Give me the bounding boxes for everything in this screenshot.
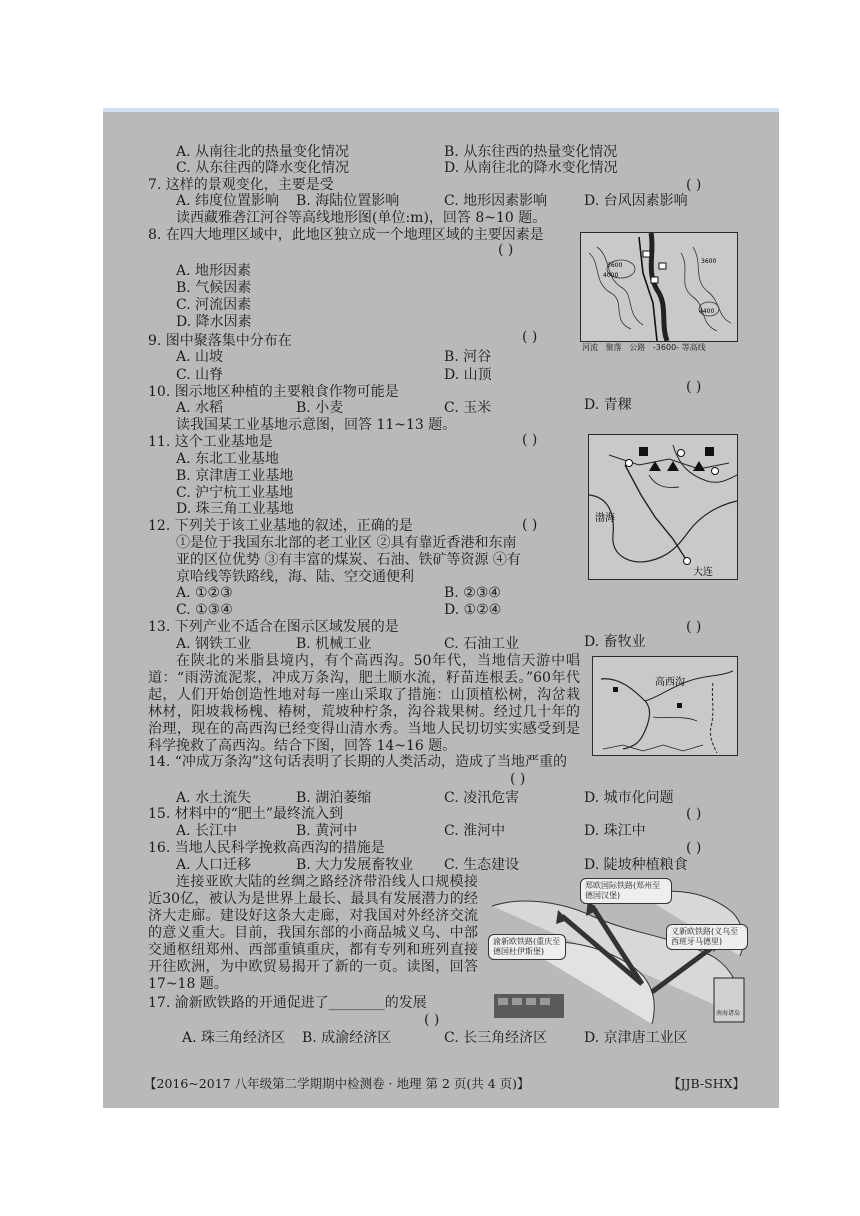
q14-option-d: D. 城市化问题 <box>584 790 674 806</box>
q15-stem: 15. 材料中的“肥土”最终流入到 <box>148 806 344 822</box>
footer-left: 【2016~2017 八年级第二学期期中检测卷 · 地理 第 2 页(共 4 页)】 <box>144 1076 530 1091</box>
q15-option-b: B. 黄河中 <box>296 823 358 839</box>
map-label-gaoxigou: 高西沟 <box>655 677 685 688</box>
q12-line-2: 亚的区位优势 ③有丰富的煤炭、石油、铁矿等资源 ④有 <box>176 552 521 568</box>
passage-17-18: 连接亚欧大陆的丝绸之路经济带沿线人口规模接近30亿，被认为是世界上最长、最具有发展潜力的经济大走廊。建设好这条大走廊，对我国对外经济交流的意义重大。目前，我国东部的小商品城义乌、中部交通枢纽郑州、西部重镇重庆，都有专列和班列直接开往欧洲，为中欧贸易揭开了新的一页。读图，回答 17~18 题。 <box>148 874 478 992</box>
q12-option-d: D. ①②④ <box>444 602 502 618</box>
q6-option-b: B. 从东往西的热量变化情况 <box>444 144 618 160</box>
q17-option-b: B. 成渝经济区 <box>302 1030 392 1046</box>
q7-option-c: C. 地形因素影响 <box>444 193 548 209</box>
intro-8-10: 读西藏雅砻江河谷等高线地形图(单位:m)，回答 8~10 题。 <box>176 210 547 226</box>
q16-answer-paren: ( ) <box>686 840 702 856</box>
railway-map <box>482 876 752 1032</box>
intro-11-13: 读我国某工业基地示意图，回答 11~13 题。 <box>176 417 457 433</box>
q17-stem: 17. 渝新欧铁路的开通促进了________的发展 <box>148 995 427 1011</box>
q9-option-d: D. 山顶 <box>444 367 492 383</box>
contour-label-3: 3600 <box>701 258 717 265</box>
q15-option-d: D. 珠江中 <box>584 823 646 839</box>
q7-option-d: D. 台风因素影响 <box>584 193 688 209</box>
contour-label-4: 4400 <box>699 308 715 315</box>
q9-stem: 9. 图中聚落集中分布在 <box>148 333 292 349</box>
q13-option-b: B. 机械工业 <box>296 636 372 652</box>
q12-option-a: A. ①②③ <box>176 585 233 601</box>
q8-option-b: B. 气候因素 <box>176 280 252 296</box>
q16-option-b: B. 大力发展畜牧业 <box>296 857 414 873</box>
q13-option-a: A. 钢铁工业 <box>176 636 252 652</box>
q11-option-a: A. 东北工业基地 <box>176 451 280 467</box>
q13-stem: 13. 下列产业不适合在图示区域发展的是 <box>148 619 399 635</box>
map-label-dalian: 大连 <box>693 567 713 578</box>
q14-answer-paren: ( ) <box>510 771 526 787</box>
q10-answer-paren: ( ) <box>686 379 702 395</box>
q10-option-d: D. 青稞 <box>584 397 632 413</box>
q10-option-b: B. 小麦 <box>296 400 344 416</box>
q8-stem: 8. 在四大地理区域中，此地区独立成一个地理区域的主要因素是 <box>148 227 544 243</box>
q9-answer-paren: ( ) <box>522 329 538 345</box>
q16-option-d: D. 陡坡种植粮食 <box>584 857 688 873</box>
contour-map-legend <box>582 343 706 353</box>
legend-contour: -3600- 等高线 <box>652 343 706 352</box>
q17-option-c: C. 长三角经济区 <box>444 1030 548 1046</box>
contour-label-2: 4000 <box>603 272 619 279</box>
q12-option-c: C. ①③④ <box>176 602 233 618</box>
label-zhengou-railway: 郑欧国际铁路(郑州至德国汉堡) <box>580 878 672 904</box>
q7-option-b: B. 海陆位置影响 <box>296 193 400 209</box>
legend-road: 公路 <box>629 343 646 352</box>
q7-answer-paren: ( ) <box>686 177 702 193</box>
footer-right: 【JJB-SHX】 <box>668 1076 746 1091</box>
q14-option-b: B. 湖泊萎缩 <box>296 790 372 806</box>
q14-option-c: C. 凌汛危害 <box>444 790 520 806</box>
q11-answer-paren: ( ) <box>522 432 538 448</box>
q7-option-a: A. 纬度位置影响 <box>176 193 280 209</box>
q9-option-c: C. 山脊 <box>176 367 224 383</box>
q17-option-d: D. 京津唐工业区 <box>584 1030 688 1046</box>
contour-map <box>580 232 738 342</box>
q11-option-c: C. 沪宁杭工业基地 <box>176 485 294 501</box>
q8-option-c: C. 河流因素 <box>176 297 252 313</box>
q12-line-1: ①是位于我国东北部的老工业区 ②具有靠近香港和东南 <box>176 535 517 551</box>
q8-option-a: A. 地形因素 <box>176 263 252 279</box>
q10-stem: 10. 图示地区种植的主要粮食作物可能是 <box>148 384 399 400</box>
q11-option-b: B. 京津唐工业基地 <box>176 468 294 484</box>
contour-label-1: 3600 <box>607 262 623 269</box>
q12-option-b: B. ②③④ <box>444 585 501 601</box>
q16-option-c: C. 生态建设 <box>444 857 520 873</box>
q16-stem: 16. 当地人民科学挽救高西沟的措施是 <box>148 840 385 856</box>
q7-stem: 7. 这样的景观变化，主要是受 <box>148 177 334 193</box>
gaoxigou-map <box>592 656 738 756</box>
label-yixinou-railway: 义新欧铁路(义乌至西班牙马德里) <box>666 924 748 950</box>
passage-14-16: 在陕北的米脂县境内，有个高西沟。50年代，当地信天游中唱道：“雨涝流泥浆，冲成万条沟，肥土顺水流，籽苗连根丢。”60年代起，人们开始创造性地对每一座山采取了措施：山顶植松树，沟岔栽林材，阳坡栽杨槐、椿树，荒坡种柠条，沟谷栽果树。经过几十年的治理，现在的高西沟已经变得山清水秀。当地人民切切实实感受到是科学挽救了高西沟。结合下图，回答 14~16 题。 <box>148 653 580 754</box>
q6-option-c: C. 从东往西的降水变化情况 <box>176 160 350 176</box>
map-label-bohai: 渤海 <box>595 513 615 524</box>
legend-settlement: 聚落 <box>605 343 622 352</box>
q15-answer-paren: ( ) <box>686 806 702 822</box>
q8-answer-paren: ( ) <box>498 242 514 258</box>
q8-option-d: D. 降水因素 <box>176 314 252 330</box>
q14-option-a: A. 水土流失 <box>176 790 252 806</box>
q12-line-3: 京哈线等铁路线，海、陆、空交通便利 <box>176 569 414 585</box>
q16-option-a: A. 人口迁移 <box>176 857 252 873</box>
q15-option-a: A. 长江中 <box>176 823 238 839</box>
q12-stem: 12. 下列关于该工业基地的叙述，正确的是 <box>148 518 413 534</box>
q9-option-a: A. 山坡 <box>176 349 224 365</box>
q6-option-d: D. 从南往北的降水变化情况 <box>444 160 618 176</box>
q13-option-d: D. 畜牧业 <box>584 634 646 650</box>
q17-option-a: A. 珠三角经济区 <box>182 1030 286 1046</box>
label-yuxinou-railway: 渝新欧铁路(重庆至德国杜伊斯堡) <box>488 934 566 960</box>
legend-river: 河流 <box>582 343 598 352</box>
q13-option-c: C. 石油工业 <box>444 636 520 652</box>
q17-answer-paren: ( ) <box>424 1012 440 1028</box>
q11-option-d: D. 珠三角工业基地 <box>176 501 294 517</box>
q12-answer-paren: ( ) <box>522 517 538 533</box>
q6-option-a: A. 从南往北的热量变化情况 <box>176 144 350 160</box>
industrial-base-map <box>588 434 738 580</box>
q10-option-a: A. 水稻 <box>176 400 224 416</box>
inset-label-south-china-sea: 南海诸岛 <box>716 1010 741 1017</box>
q10-option-c: C. 玉米 <box>444 400 492 416</box>
q9-option-b: B. 河谷 <box>444 349 492 365</box>
q13-answer-paren: ( ) <box>686 619 702 635</box>
q15-option-c: C. 淮河中 <box>444 823 506 839</box>
q14-stem: 14. “冲成万条沟”这句话表明了长期的人类活动，造成了当地严重的 <box>148 754 568 770</box>
q11-stem: 11. 这个工业基地是 <box>148 434 273 450</box>
